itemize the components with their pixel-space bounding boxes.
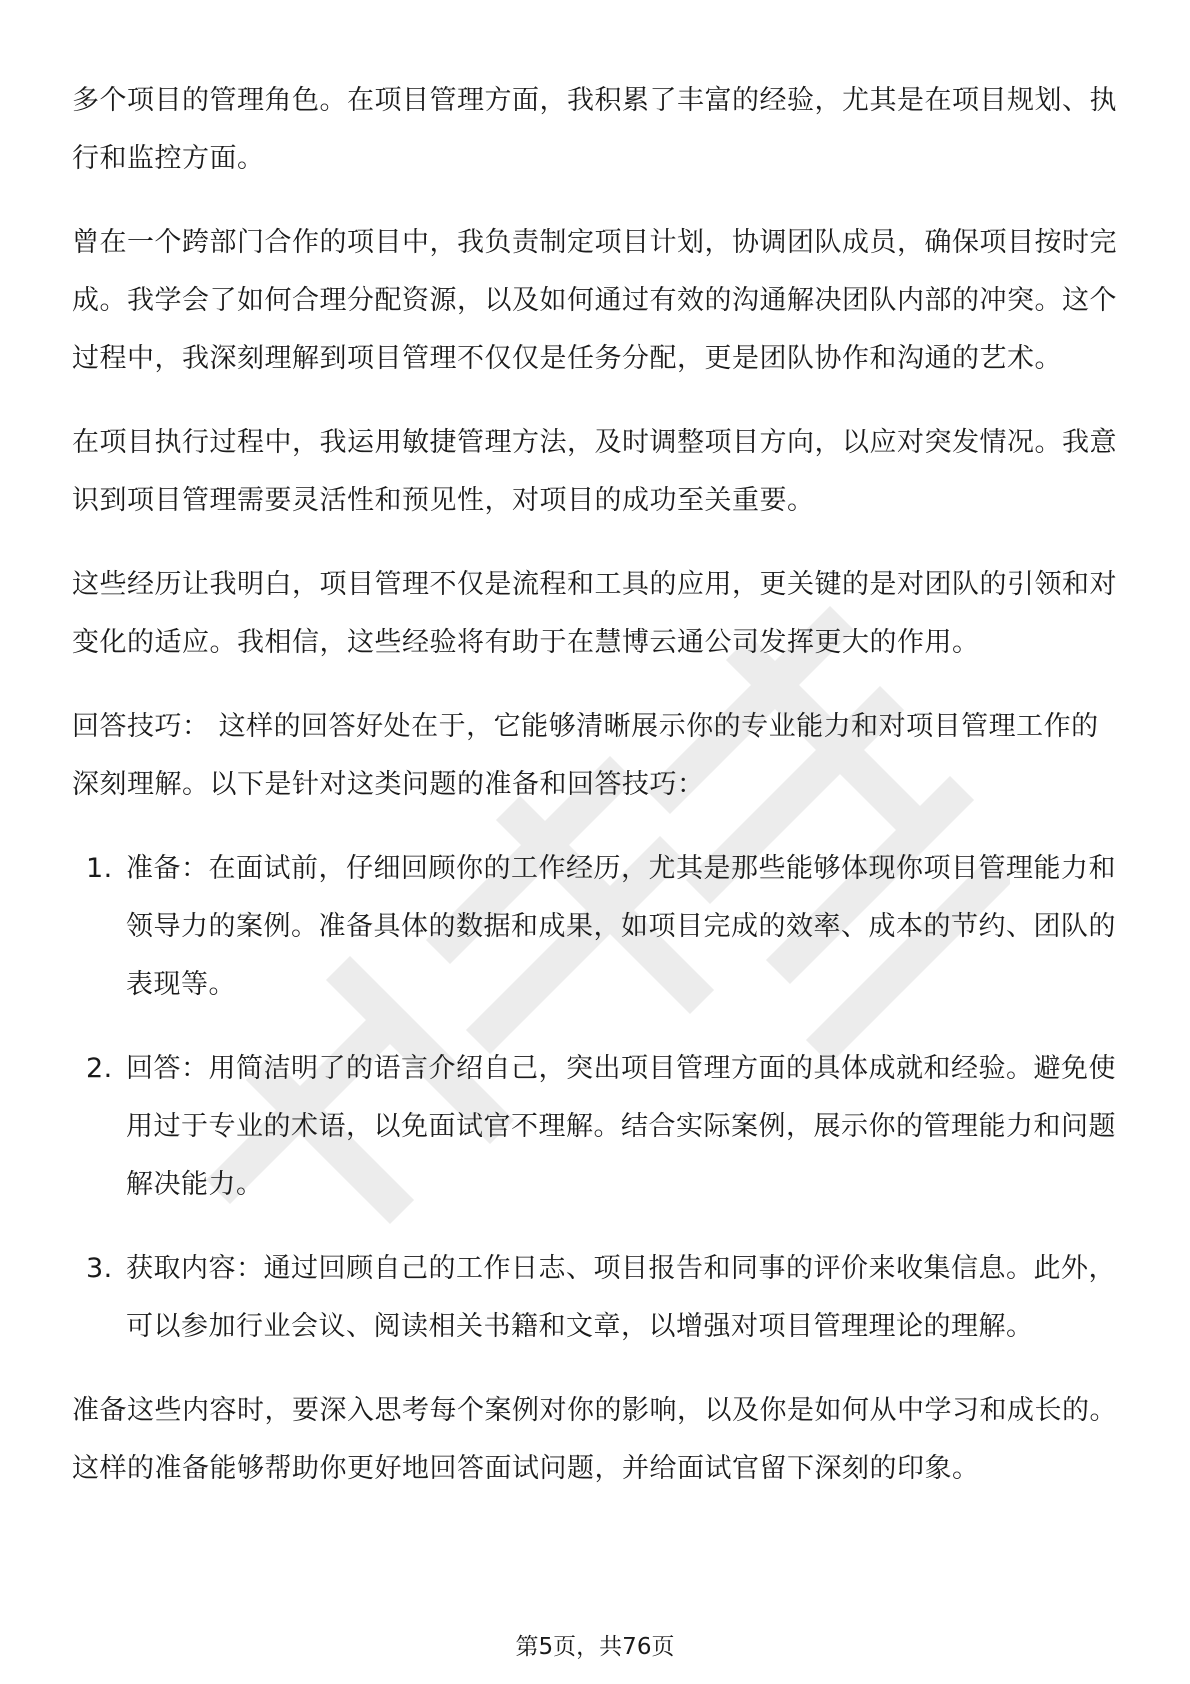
list-item — [72, 1240, 1122, 1356]
tips-list — [72, 840, 1122, 1356]
list-text: 准备：在面试前，仔细回顾你的工作经历，尤其是那些能够体现你项目管理能力和领导力的案例。准备具体的数据和成果，如项目完成的效率、成本的节约、团队的表现等。 — [126, 853, 1116, 1000]
paragraph: 回答技巧： 这样的回答好处在于，它能够清晰展示你的专业能力和对项目管理工作的深刻理解。以下是针对这类问题的准备和回答技巧： — [72, 711, 1099, 800]
paragraph: 在项目执行过程中，我运用敏捷管理方法，及时调整项目方向，以应对突发情况。我意识到项目管理需要灵活性和预见性，对项目的成功至关重要。 — [72, 427, 1117, 516]
list-number: 3. — [86, 1253, 113, 1284]
document-body — [72, 72, 1122, 1524]
list-item — [72, 840, 1122, 1014]
list-number: 1. — [86, 853, 113, 884]
list-text: 回答：用简洁明了的语言介绍自己，突出项目管理方面的具体成就和经验。避免使用过于专业的术语，以免面试官不理解。结合实际案例，展示你的管理能力和问题解决能力。 — [126, 1053, 1116, 1200]
paragraph: 多个项目的管理角色。在项目管理方面，我积累了丰富的经验，尤其是在项目规划、执行和监控方面。 — [72, 85, 1117, 174]
paragraph: 准备这些内容时，要深入思考每个案例对你的影响，以及你是如何从中学习和成长的。这样的准备能够帮助你更好地回答面试问题，并给面试官留下深刻的印象。 — [72, 1395, 1117, 1484]
list-number: 2. — [86, 1053, 113, 1084]
paragraph: 这些经历让我明白，项目管理不仅是流程和工具的应用，更关键的是对团队的引领和对变化的适应。我相信，这些经验将有助于在慧博云通公司发挥更大的作用。 — [72, 569, 1117, 658]
page-number: 第5页，共76页 — [515, 1634, 675, 1660]
paragraph: 曾在一个跨部门合作的项目中，我负责制定项目计划，协调团队成员，确保项目按时完成。我学会了如何合理分配资源，以及如何通过有效的沟通解决团队内部的冲突。这个过程中，我深刻理解到项目管理不仅仅是任务分配，更是团队协作和沟通的艺术。 — [72, 227, 1117, 374]
list-text: 获取内容：通过回顾自己的工作日志、项目报告和同事的评价来收集信息。此外，可以参加行业会议、阅读相关书籍和文章，以增强对项目管理理论的理解。 — [126, 1253, 1116, 1342]
list-item — [72, 1040, 1122, 1214]
